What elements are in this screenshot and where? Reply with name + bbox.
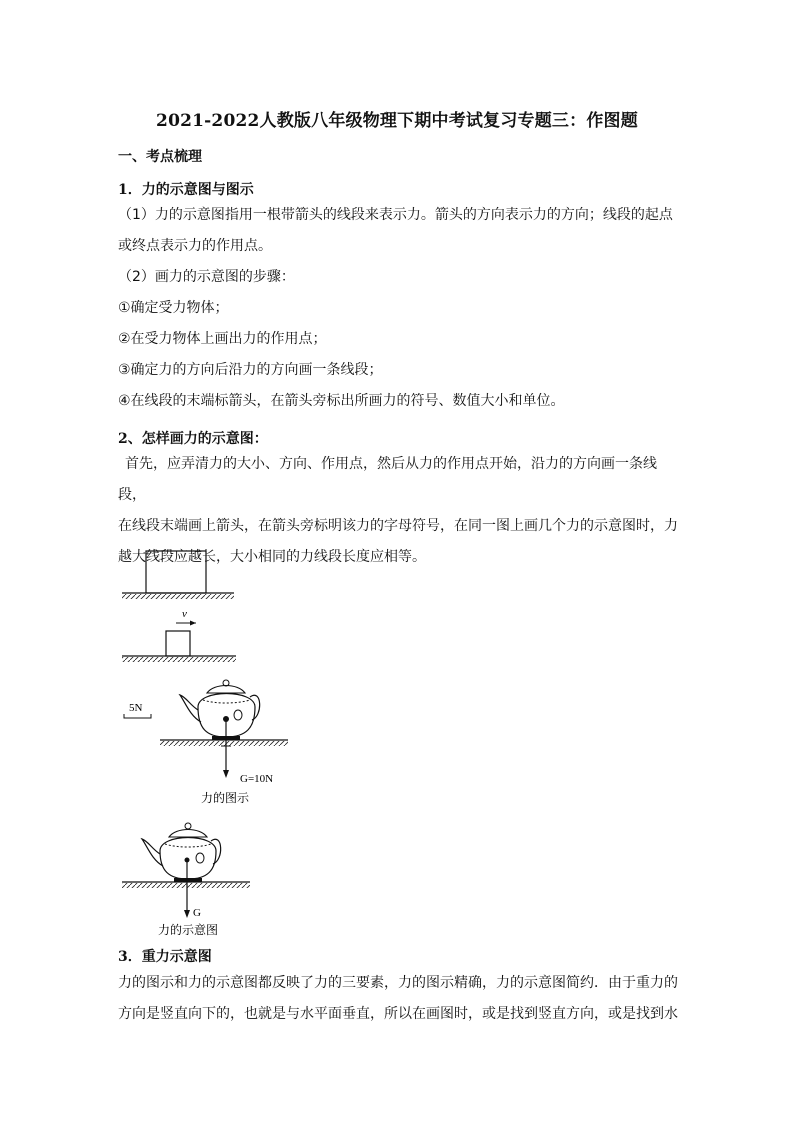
block xyxy=(146,551,206,593)
text-line: 方向是竖直向下的，也就是与水平面垂直，所以在画图时，或是找到竖直方向，或是找到水 xyxy=(118,1006,678,1022)
subheading-force-diagram: 1．力的示意图与图示 xyxy=(118,182,254,198)
scale-bar xyxy=(124,714,151,718)
text-line: （1）力的示意图指用一根带箭头的线段来表示力。箭头的方向表示力的方向；线段的起点 xyxy=(118,207,673,223)
scale-label: 5N xyxy=(129,702,143,714)
text-line: （2）画力的示意图的步骤： xyxy=(118,269,295,285)
text-line: 在线段末端画上箭头，在箭头旁标明该力的字母符号，在同一图上画几个力的示意图时，力 xyxy=(118,518,678,534)
paragraph-gravity xyxy=(118,968,678,1030)
subheading-how-to-draw: 2、怎样画力的示意图： xyxy=(118,431,268,447)
ground-hatch xyxy=(160,741,288,746)
section-heading-review: 一、考点梳理 xyxy=(118,149,202,165)
teapot-force-sketch xyxy=(122,823,250,937)
teapot-force-diagram xyxy=(124,680,288,805)
small-block xyxy=(166,631,190,656)
teapot-icon xyxy=(180,680,260,740)
gravity-value-label: G=10N xyxy=(240,773,274,785)
ground-hatch xyxy=(122,657,236,662)
teapot-icon xyxy=(142,823,221,882)
block-on-ground-diagram xyxy=(122,551,234,599)
text-line: 越大线段应越长，大小相同的力线段长度应相等。 xyxy=(118,549,426,565)
step-item: ②在受力物体上画出力的作用点； xyxy=(118,331,327,347)
document-title: 2021-2022人教版八年级物理下期中考试复习专题三：作图题 xyxy=(156,111,638,131)
subheading-gravity-diagram: 3．重力示意图 xyxy=(118,949,212,965)
arrowhead-icon xyxy=(190,621,196,626)
step-item: ①确定受力物体； xyxy=(118,300,229,316)
text-line: 或终点表示力的作用点。 xyxy=(118,238,272,254)
text-line: 力的图示和力的示意图都反映了力的三要素，力的图示精确，力的示意图简约．由于重力的 xyxy=(118,975,678,991)
step-item: ③确定力的方向后沿力的方向画一条线段； xyxy=(118,362,383,378)
gravity-label: G xyxy=(193,907,201,919)
text-line: 首先，应弄清力的大小、方向、作用点，然后从力的作用点开始，沿力的方向画一条线段， xyxy=(118,456,657,503)
ground-hatch xyxy=(122,883,250,888)
caption-force-sketch: 力的示意图 xyxy=(158,923,219,937)
arrowhead-icon xyxy=(223,770,229,778)
velocity-label: v xyxy=(182,608,187,620)
arrowhead-icon xyxy=(184,910,190,918)
ground-hatch xyxy=(122,594,234,599)
moving-block-diagram xyxy=(122,608,236,662)
caption-force-diagram: 力的图示 xyxy=(201,791,250,805)
step-item: ④在线段的末端标箭头，在箭头旁标出所画力的符号、数值大小和单位。 xyxy=(118,393,565,409)
